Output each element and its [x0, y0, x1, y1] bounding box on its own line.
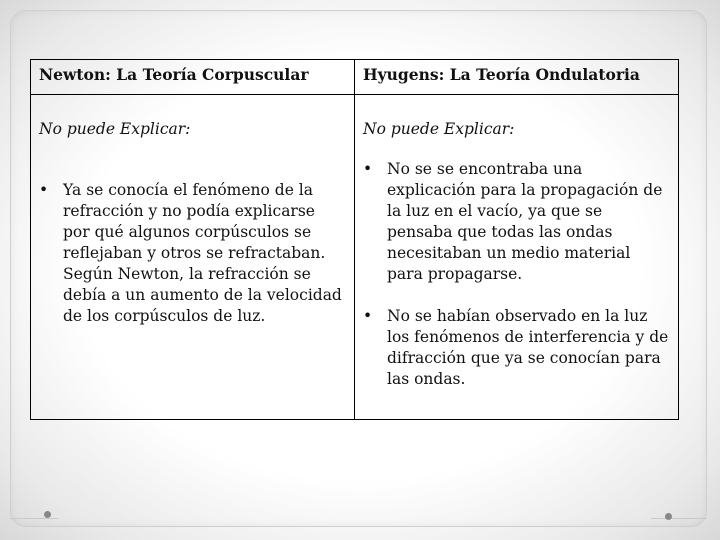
frame-dot-left: [44, 511, 51, 518]
huygens-cell: [355, 95, 679, 420]
huygens-header: Hyugens: La Teoría Ondulatoria: [355, 60, 679, 95]
huygens-item: • No se habían observado en la luz los fenómenos de interferencia y de difracción que ya se conocían para las ondas.: [363, 306, 670, 390]
frame-dot-right: [665, 513, 672, 520]
huygens-item: • No se se encontraba una explicación para la propagación de la luz en el vacío, ya que se pensaba que todas las ondas necesitaban un medio material para propagarse.: [363, 159, 670, 285]
body-row: [31, 95, 679, 420]
newton-list: [39, 180, 346, 327]
comparison-table: [30, 59, 679, 420]
huygens-subtitle: No puede Explicar:: [363, 120, 515, 138]
header-row: [31, 60, 679, 95]
huygens-list: [363, 159, 670, 390]
newton-subtitle: No puede Explicar:: [39, 120, 191, 138]
frame-accent-line-left: [10, 518, 58, 519]
newton-cell: [31, 95, 355, 420]
frame-accent-line-right: [651, 518, 707, 519]
newton-header: Newton: La Teoría Corpuscular: [31, 60, 355, 95]
newton-item: • Ya se conocía el fenómeno de la refracción y no podía explicarse por qué algunos corpúsculos se reflejaban y otros se refractaban. Según Newton, la refracción se debía a un aumento de la velocidad de los corpúsculos de luz.: [39, 180, 346, 327]
